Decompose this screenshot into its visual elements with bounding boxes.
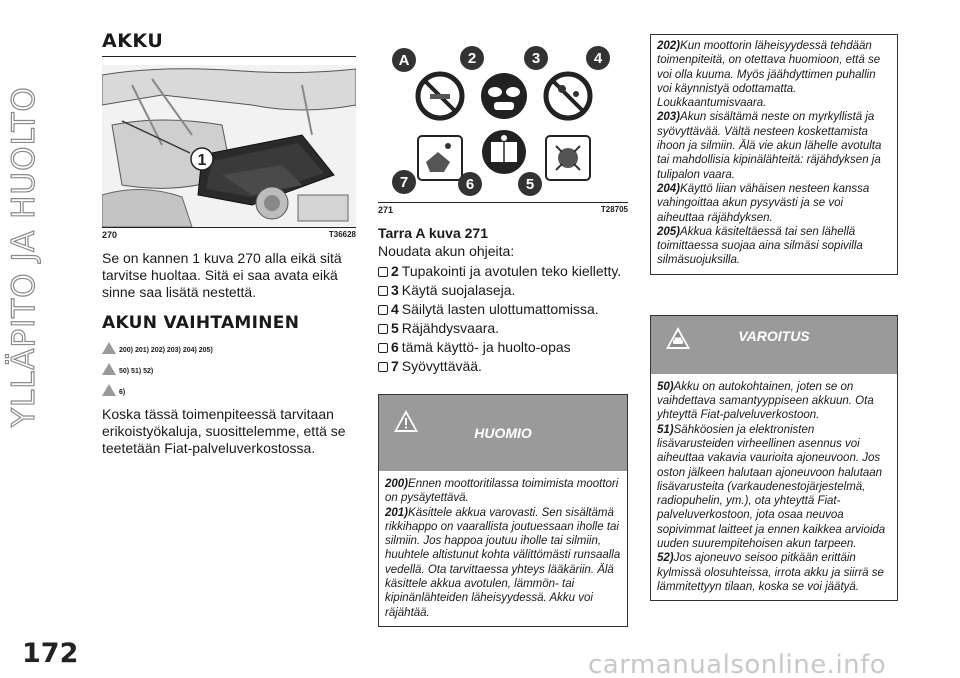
instruction-list: [378, 262, 628, 376]
label-3: 3: [531, 50, 541, 67]
battery-paragraph: Se on kannen 1 kuva 270 alla eikä sitä tarvitse huoltaa. Sitä ei saa avata eikä sinne saa lisätä nestettä.: [102, 250, 342, 300]
notice-header: [379, 395, 627, 471]
list-item: 4 Säilytä lasten ulottumattomissa.: [378, 300, 628, 319]
figure-number: 271: [378, 205, 394, 215]
instructions-intro: Noudata akun ohjeita:: [378, 243, 515, 259]
figure-code: T28705: [600, 205, 628, 214]
figure-270: [102, 65, 356, 227]
notice-entry: 200)Ennen moottoritilassa toimimista moottori on pysäytettävä.: [385, 478, 619, 505]
warning-reference: 50) 51) 52): [102, 361, 356, 375]
section-heading: AKKU: [102, 30, 356, 57]
notice-entry: 202)Kun moottorin läheisyydessä tehdään toimenpiteitä, on otettava huomioon, että se voi olla kuuma. Myös jäähdyttimen puhallin voi käynnistyä odottamatta. Loukkaantumisvaara.: [657, 40, 881, 110]
no-smoking-icon: [418, 74, 462, 118]
warning-title: VAROITUS: [738, 327, 810, 344]
label-5: 5: [525, 176, 535, 193]
label-7: 7: [399, 174, 409, 191]
callout-1: 1: [197, 152, 207, 169]
label-2: 2: [467, 50, 477, 67]
checkbox-icon: [378, 267, 388, 277]
notice-entry: 204)Käyttö liian vähäisen nesteen kanssa vahingoittaa akun pysyvästi ja se voi aiheuttaa räjähdyksen.: [657, 182, 870, 224]
warning-entry: 50)Akku on autokohtainen, joten se on vaihdettava samantyyppiseen akkuun. Ota yhteyttä Fiat-palveluverkostoon.: [657, 380, 874, 422]
warning-header: [651, 316, 897, 374]
figure-caption: [102, 227, 356, 240]
checkbox-icon: [378, 343, 388, 353]
figure-code: T36628: [328, 230, 356, 239]
column-1: [102, 30, 356, 457]
list-item: 2 Tupakointi ja avotulen teko kielletty.: [378, 262, 628, 281]
warning-reference: 200) 201) 202) 203) 204) 205): [102, 340, 356, 354]
notice-entry: 201)Käsittele akkua varovasti. Sen sisältämä rikkihappo on vaarallista joutuessaan iholle tai silmiin. Jos happoa joutuu iholle tai silmiin, huuhtele altistunut kohta välittömästi runsaalla vedellä. Ota tarvittaessa yhteys lääkäriin. Älä käsittele akkua avotulen, lämmön- tai kipinänlähteiden läheisyydessä. Akku voi räjähtää.: [385, 506, 621, 619]
list-item: 6 tämä käyttö- ja huolto-opas: [378, 338, 628, 357]
manual-icon: [482, 130, 526, 174]
warning-reference: 6): [102, 382, 356, 396]
checkbox-icon: [378, 305, 388, 315]
subsection-heading: AKUN VAIHTAMINEN: [102, 313, 300, 333]
keep-away-children-icon: [546, 74, 590, 118]
notice-title: HUOMIO: [474, 425, 532, 441]
warning-box: [650, 315, 898, 601]
column-2: [378, 34, 628, 627]
notice-body: [379, 471, 627, 626]
label-6: 6: [465, 176, 475, 193]
notice-entry: 205)Akkua käsiteltäessä tai sen lähellä toimittaessa suojaa aina silmäsi sopivilla silmäsuojuksilla.: [657, 225, 863, 267]
warning-body: [651, 374, 897, 600]
goggles-icon: [481, 73, 527, 119]
notice-entry: 203)Akun sisältämä neste on myrkyllistä ja syövyttävää. Vältä nesteen koskettamista ihoon ja silmiin. Älä vie akun lähelle avotulta tai mahdollisia kipinälähteitä: räjähdyksen ja tulipalon vaara.: [657, 111, 882, 181]
label-A: A: [398, 52, 410, 69]
battery-label-illustration: [378, 34, 628, 202]
checkbox-icon: [378, 362, 388, 372]
warning-triangle-icon: [102, 384, 116, 396]
chapter-side-title: YLLÄPITO JA HUOLTO: [6, 86, 42, 427]
warning-entry: 51)Sähköosien ja elektronisten lisävarusteiden virheellinen asennus voi aiheuttaa vakavia vaurioita ajoneuvoon. Jos oston jälkeen halutaan ajoneuvoon halutaan lisävarusteita (varkaudenestojärjestelmä, radiopuhelin, ym.), ota yhteyttä Fiat-palveluverkostoon, jota osaa neuvoa sopivimmat laitteet ja ennen kaikkea arvioida uuden suurempitehoisen akun tarpeen.: [657, 423, 886, 551]
page-number: 172: [22, 638, 79, 669]
column-3: [650, 34, 898, 601]
list-item: 5 Räjähdysvaara.: [378, 319, 628, 338]
warning-triangle-icon: [102, 363, 116, 375]
list-item: 3 Käytä suojalaseja.: [378, 281, 628, 300]
list-item: 7 Syövyttävää.: [378, 357, 628, 376]
watermark: carmanualsonline.info: [588, 650, 887, 678]
warning-triangle-icon: [102, 342, 116, 354]
engine-bay-illustration: [102, 65, 356, 227]
warning-entry: 52)Jos ajoneuvo seisoo pitkään erittäin kylmissä olosuhteissa, irrota akku ja siirrä se lämmitettyyn tilaan, koska se voi jäätyä.: [657, 552, 884, 593]
figure-271: [378, 34, 628, 202]
figure-number: 270: [102, 230, 118, 240]
checkbox-icon: [378, 324, 388, 334]
notice-continuation-box: [650, 34, 898, 275]
corrosive-icon: [418, 136, 462, 180]
explosion-icon: [546, 136, 590, 180]
replacement-paragraph: Koska tässä toimenpiteessä tarvitaan erikoistyökaluja, suosittelemme, että se teetetään Fiat-palveluverkostossa.: [102, 406, 346, 456]
label-heading: Tarra A kuva 271: [378, 225, 488, 241]
checkbox-icon: [378, 286, 388, 296]
figure-caption: [378, 202, 628, 215]
label-4: 4: [593, 50, 603, 67]
notice-box: [378, 394, 628, 627]
